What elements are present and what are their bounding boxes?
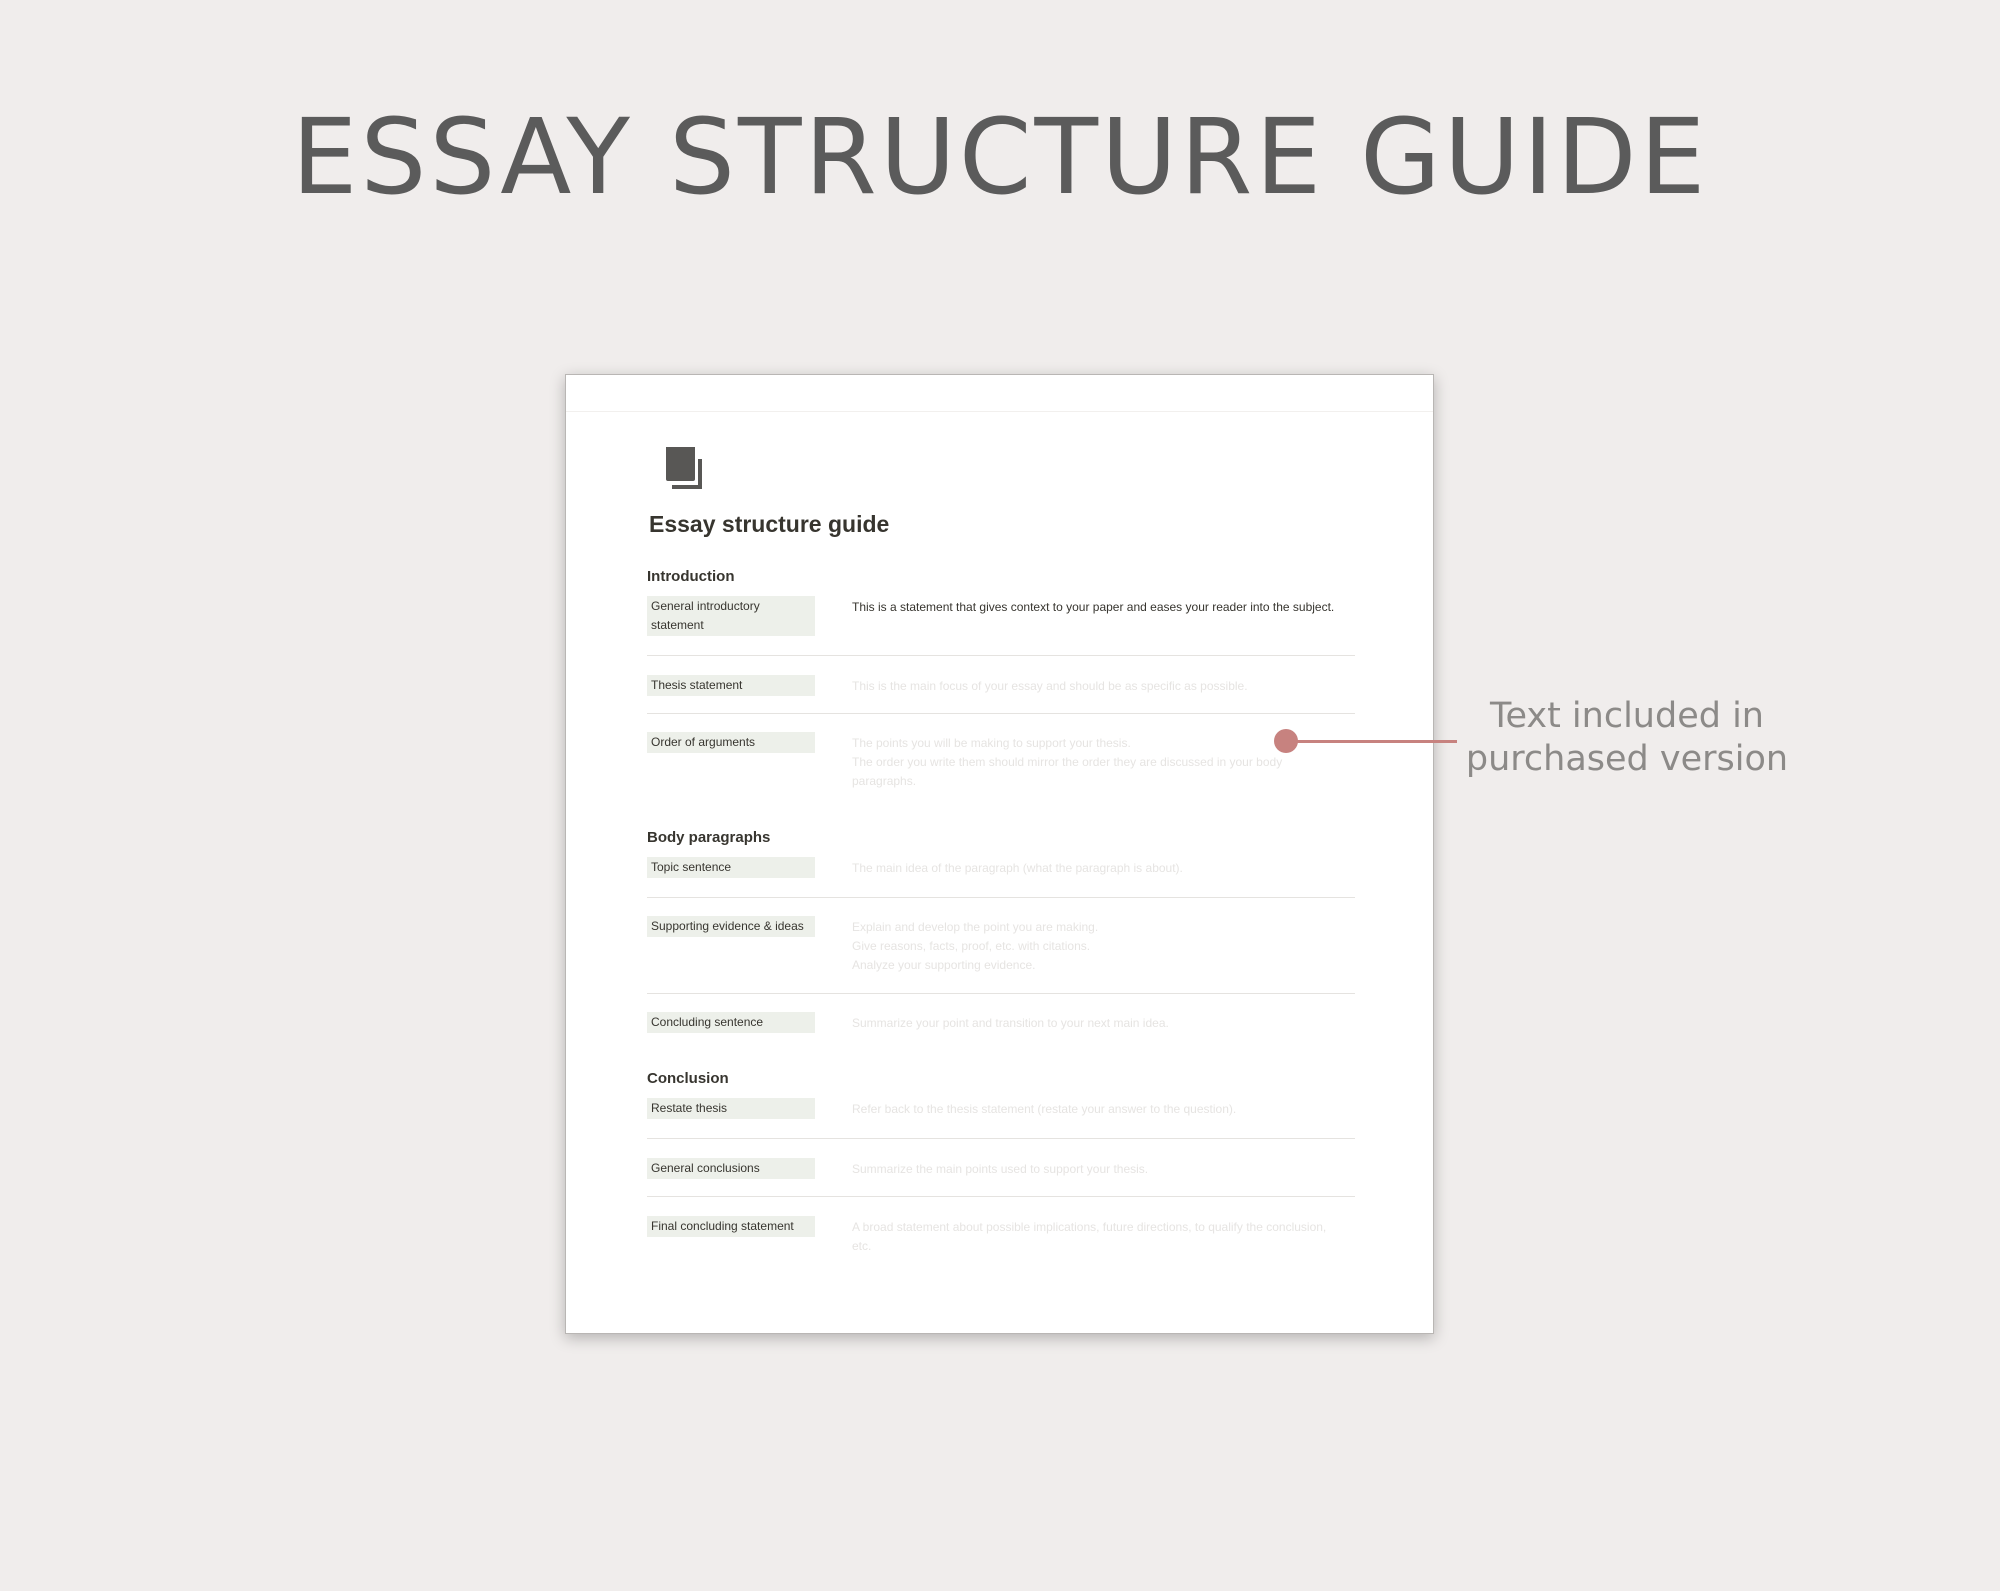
row-label: Restate thesis bbox=[647, 1098, 815, 1119]
row-description: A broad statement about possible implications, future directions, to qualify the conclusion, etc. bbox=[852, 1220, 1327, 1253]
table-row bbox=[647, 1139, 1355, 1197]
table-row bbox=[647, 1197, 1355, 1257]
table-row bbox=[647, 1098, 1355, 1139]
table-row bbox=[647, 898, 1355, 994]
table-row bbox=[647, 714, 1355, 804]
section-title: Conclusion bbox=[647, 1070, 729, 1087]
row-description: This is the main focus of your essay and should be as specific as possible. bbox=[852, 679, 1248, 693]
row-label: General conclusions bbox=[647, 1158, 815, 1179]
hero-title: ESSAY STRUCTURE GUIDE bbox=[291, 96, 1709, 218]
row-description: The main idea of the paragraph (what the paragraph is about). bbox=[852, 861, 1183, 875]
section-conclusion bbox=[647, 1070, 1355, 1257]
row-label: Topic sentence bbox=[647, 857, 815, 878]
section-title: Body paragraphs bbox=[647, 829, 771, 846]
table-row bbox=[647, 656, 1355, 714]
row-description: Refer back to the thesis statement (restate your answer to the question). bbox=[852, 1102, 1237, 1116]
callout-line bbox=[1292, 740, 1457, 743]
row-description: This is a statement that gives context to your paper and eases your reader into the subject. bbox=[852, 600, 1335, 614]
row-description: Summarize your point and transition to your next main idea. bbox=[852, 1016, 1169, 1030]
row-description: Explain and develop the point you are making. Give reasons, facts, proof, etc. with citations. Analyze your supporting evidence. bbox=[852, 920, 1099, 972]
document-preview bbox=[565, 374, 1434, 1334]
document-icon bbox=[657, 443, 707, 493]
top-divider bbox=[566, 411, 1433, 412]
row-label: General introductory statement bbox=[647, 596, 815, 636]
section-introduction bbox=[647, 568, 1355, 804]
row-label: Final concluding statement bbox=[647, 1216, 815, 1237]
table-row bbox=[647, 596, 1355, 656]
table-row bbox=[647, 994, 1355, 1039]
section-title: Introduction bbox=[647, 568, 735, 585]
section-body-paragraphs bbox=[647, 829, 1355, 1039]
row-label: Supporting evidence & ideas bbox=[647, 916, 815, 937]
document-title: Essay structure guide bbox=[649, 511, 890, 537]
row-label: Concluding sentence bbox=[647, 1012, 815, 1033]
table-row bbox=[647, 857, 1355, 898]
row-description: The points you will be making to support your thesis. The order you write them should mirror the order they are discussed in your body paragraphs. bbox=[852, 736, 1283, 788]
row-description: Summarize the main points used to support your thesis. bbox=[852, 1162, 1149, 1176]
row-label: Thesis statement bbox=[647, 675, 815, 696]
callout-text: Text included in purchased version bbox=[1465, 696, 1789, 779]
row-label: Order of arguments bbox=[647, 732, 815, 753]
